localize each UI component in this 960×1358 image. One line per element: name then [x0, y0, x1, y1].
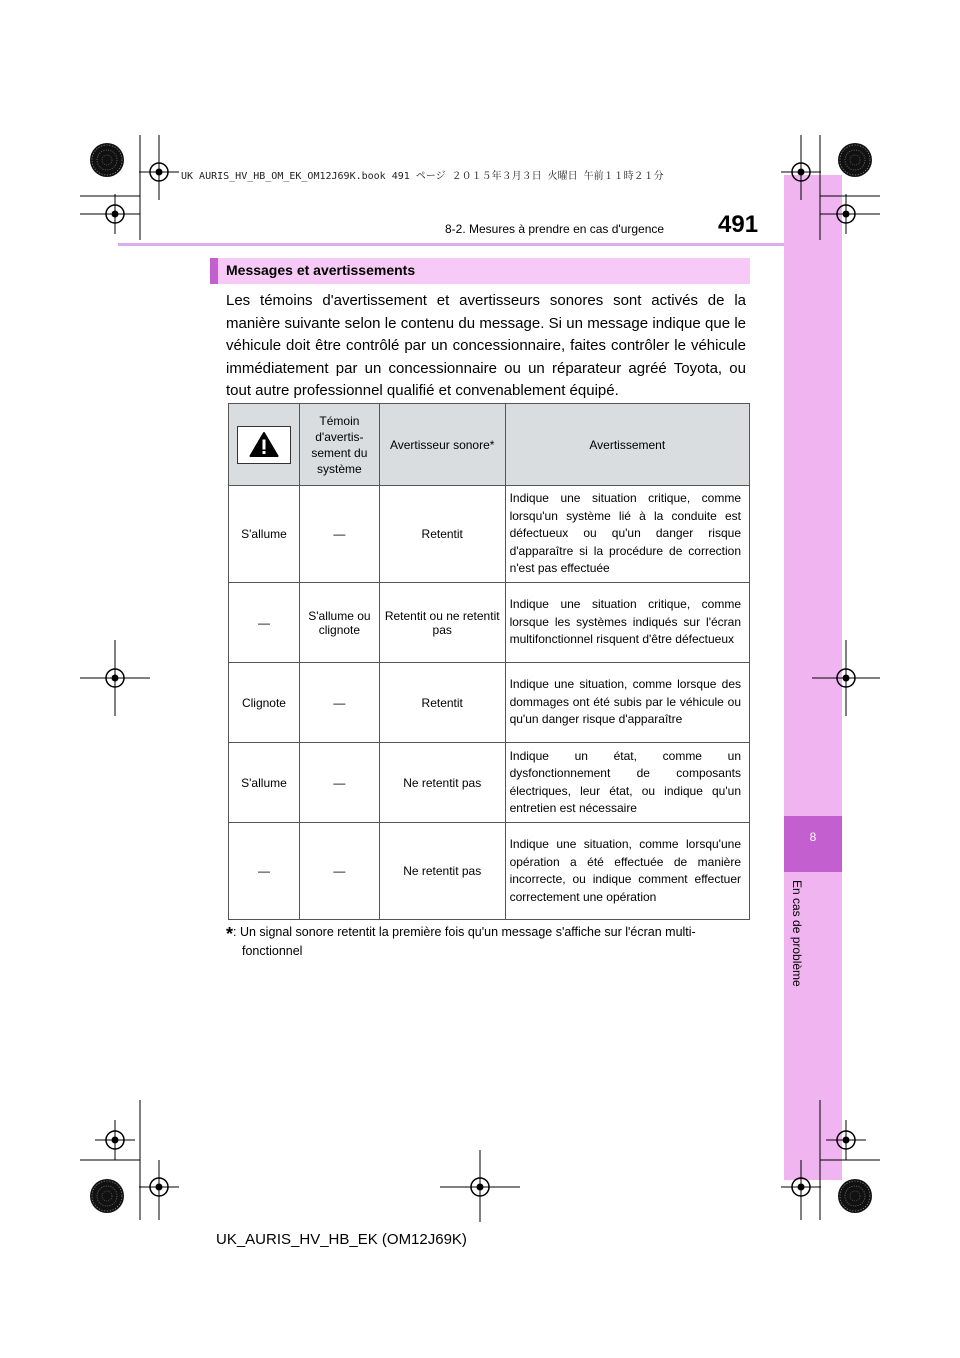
cell-indicator: S'allume: [229, 743, 300, 823]
cell-buzzer: Retentit ou ne retentit pas: [379, 583, 505, 663]
chapter-label-text: En cas de problème: [790, 880, 804, 987]
cell-system-light: —: [299, 823, 379, 920]
intro-paragraph: Les témoins d'avertissement et avertisseurs sonores sont activés de la manière suivante selon le contenu du message. Si un message indique que le véhicule doit être contrôlé par un concessionnaire, faites contrôler le véhicule immédiatement par un concessionnaire ou un réparateur agréé Toyota, ou tout autre professionnel qualifié et convenablement équipé.: [226, 292, 746, 399]
running-header: 8-2. Mesures à prendre en cas d'urgence: [445, 222, 665, 236]
cell-buzzer: Ne retentit pas: [379, 743, 505, 823]
cell-description: Indique une situation, comme lorsque des dommages ont été subis par le véhicule ou qu'un danger risque d'apparaître: [505, 663, 749, 743]
footnote-marker: *: [226, 924, 234, 944]
footnote-text-continued: fonctionnel: [242, 944, 303, 958]
cell-indicator: Clignote: [229, 663, 300, 743]
cell-description: Indique une situation critique, comme lorsque les systèmes indiqués sur l'écran multifonctionnel risquent d'être défectueux: [505, 583, 749, 663]
cell-system-light: —: [299, 663, 379, 743]
chapter-number: 8: [809, 830, 817, 844]
section-title: Messages et avertissements: [226, 262, 416, 278]
cell-indicator: —: [229, 823, 300, 920]
print-info-line: UK AURIS_HV_HB_OM_EK_OM12J69K.book 491 ページ ２０１５年３月３日 火曜日 午前１１時２１分: [181, 171, 664, 182]
document-code: UK_AURIS_HV_HB_EK (OM12J69K): [216, 1231, 467, 1248]
cell-indicator: S'allume: [229, 486, 300, 583]
cell-buzzer: Retentit: [379, 663, 505, 743]
cell-buzzer: Retentit: [379, 486, 505, 583]
cell-system-light: S'allume ou clignote: [299, 583, 379, 663]
page-number: 491: [718, 211, 759, 238]
header-system-light: Témoin d'avertis-sement du système: [299, 404, 379, 486]
cell-buzzer: Ne retentit pas: [379, 823, 505, 920]
footnote-text: : Un signal sonore retentit la première fois qu'un message s'affiche sur l'écran multi-: [233, 925, 696, 939]
cell-system-light: —: [299, 743, 379, 823]
header-buzzer: Avertisseur sonore*: [379, 404, 505, 486]
cell-description: Indique une situation critique, comme lorsqu'un système lié à la conduite est défectueux ou qu'un danger risque d'apparaître si la procédure de correction n'est pas effectuée: [505, 486, 749, 583]
cell-indicator: —: [229, 583, 300, 663]
cell-description: Indique une situation, comme lorsqu'une opération a été effectuée de manière incorrecte, ou indique comment effectuer correctement une opération: [505, 823, 749, 920]
cell-description: Indique un état, comme un dysfonctionnement de composants électriques, leur état, ou indique qu'un entretien est nécessaire: [505, 743, 749, 823]
cell-system-light: —: [299, 486, 379, 583]
header-warning: Avertissement: [505, 404, 749, 486]
